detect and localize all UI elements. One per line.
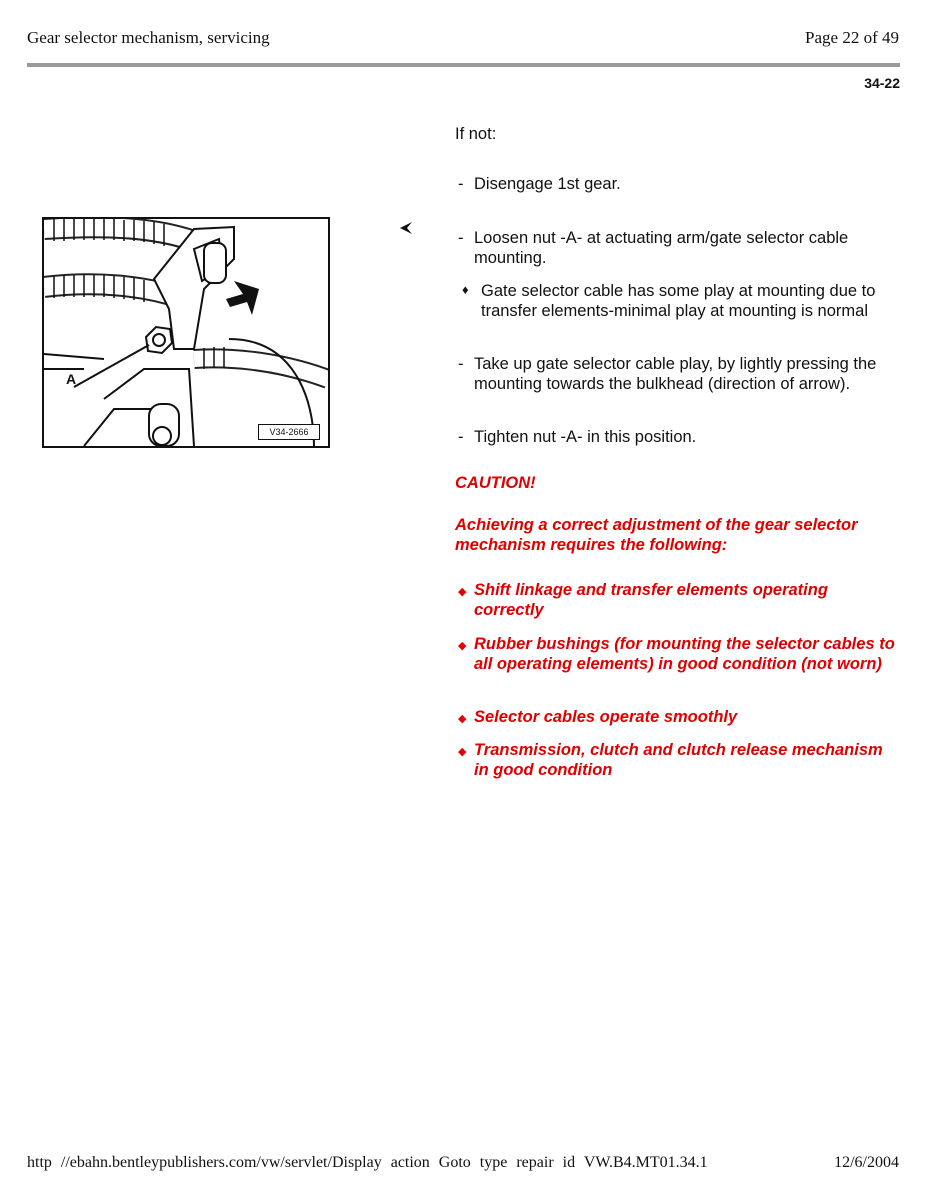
pointer-arrow-icon bbox=[398, 220, 414, 236]
callout-letter-a: A bbox=[66, 371, 77, 387]
diamond-icon: ◆ bbox=[458, 586, 467, 598]
diamond-icon: ◆ bbox=[458, 746, 467, 758]
caution-bullet: ◆ Transmission, clutch and clutch release mechanism in good condition bbox=[458, 741, 883, 779]
step-loosen-nut: - Loosen nut -A- at actuating arm/gate selector cable mounting. bbox=[458, 229, 849, 267]
diamond-icon: ◆ bbox=[458, 640, 467, 652]
if-not-text: If not: bbox=[455, 125, 497, 143]
step-take-up-play: - Take up gate selector cable play, by lightly pressing the mounting towards the bulkhead (direction of arrow). bbox=[458, 355, 877, 393]
figure-label: V34-2666 bbox=[258, 424, 320, 440]
footer-date: 12/6/2004 bbox=[834, 1154, 899, 1171]
step-disengage: - Disengage 1st gear. bbox=[458, 175, 621, 193]
page-number: Page 22 of 49 bbox=[805, 28, 899, 47]
caution-bullet: ◆ Selector cables operate smoothly bbox=[458, 707, 898, 727]
caution-bullet: ◆ Shift linkage and transfer elements operating correctly bbox=[458, 581, 828, 619]
diamond-icon: ♦ bbox=[462, 282, 469, 297]
document-title: Gear selector mechanism, servicing bbox=[27, 28, 270, 47]
footer-url: http //ebahn.bentleypublishers.com/vw/servlet/Display action Goto type repair id VW.B4.MT01.34.1 bbox=[27, 1154, 708, 1171]
caution-bullet: ◆ Rubber bushings (for mounting the selector cables to all operating elements) in good condition (not worn) bbox=[458, 635, 895, 673]
diamond-icon: ◆ bbox=[458, 713, 467, 725]
header-divider bbox=[27, 63, 900, 67]
caution-intro: Achieving a correct adjustment of the gear selector mechanism requires the following: bbox=[455, 516, 858, 554]
caution-title: CAUTION! bbox=[455, 474, 536, 492]
step-tighten-nut: - Tighten nut -A- in this position. bbox=[458, 428, 697, 446]
section-code: 34-22 bbox=[864, 75, 900, 91]
gear-selector-illustration bbox=[42, 217, 330, 448]
note-cable-play: ♦ Gate selector cable has some play at mounting due to transfer elements-minimal play at mounting is normal bbox=[462, 282, 876, 320]
